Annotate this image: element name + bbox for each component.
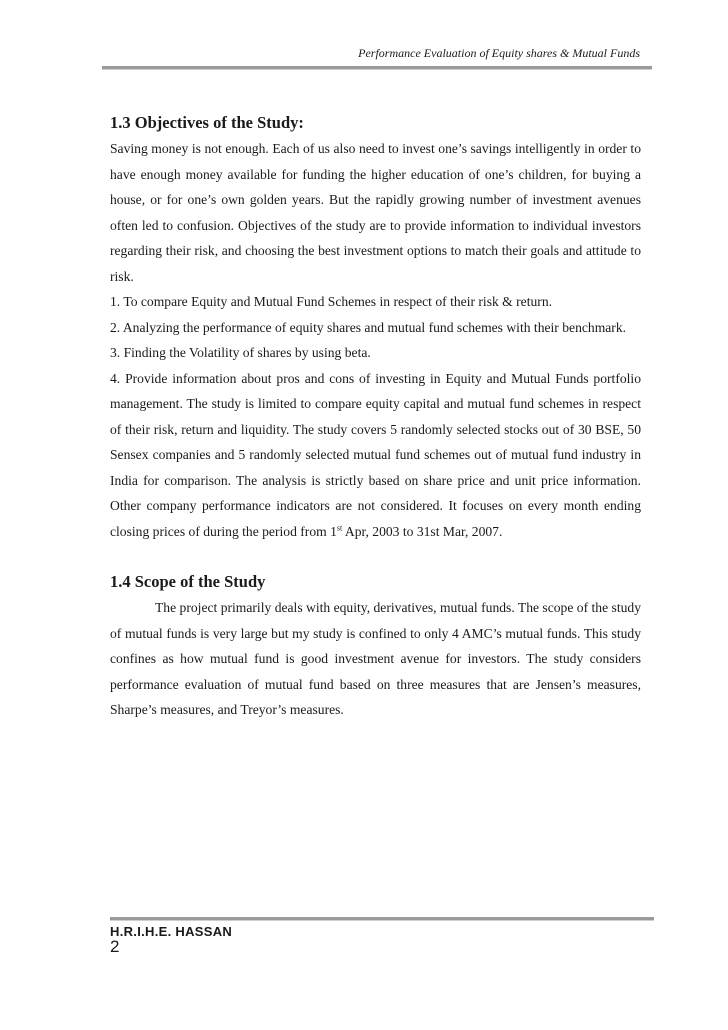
objective-item-text: 4. Provide information about pros and cons of investing in Equity and Mutual Funds portfolio management. The study is limited to compare equity capital and mutual fund schemes in respect of their risk, return and liquidity. The study covers 5 randomly selected stocks out of 30 BSE, 50 Sensex companies and 5 randomly selected mutual fund schemes out of mutual fund industry in India for comparison. The analysis is strictly based on share price and unit price information. Other company performance indicators are not considered. It focuses on every month ending closing prices of during the period from 1 — [110, 370, 641, 539]
objective-item — [110, 366, 641, 545]
section-heading-objectives: 1.3 Objectives of the Study: — [110, 113, 304, 132]
page-body — [110, 110, 641, 723]
ordinal-superscript: st — [336, 522, 343, 532]
objective-item: 3. Finding the Volatility of shares by using beta. — [110, 345, 371, 360]
section-heading-scope: 1.4 Scope of the Study — [110, 572, 266, 591]
scope-paragraph: The project primarily deals with equity, derivatives, mutual funds. The scope of the study of mutual funds is very large but my study is confined to only 4 AMC’s mutual funds. This study confines as how mutual fund is good investment avenue for investors. The study considers performance evaluation of mutual fund based on three measures that are Jensen’s measures, Sharpe’s measures, and Treyor’s measures. — [110, 600, 641, 717]
objective-item: 1. To compare Equity and Mutual Fund Schemes in respect of their risk & return. — [110, 294, 553, 309]
footer-institution: H.R.I.H.E. HASSAN — [110, 924, 233, 939]
running-header: Performance Evaluation of Equity shares & Mutual Funds — [358, 46, 640, 60]
page-number: 2 — [110, 937, 120, 956]
objective-item: 2. Analyzing the performance of equity shares and mutual fund schemes with their benchmark. — [110, 319, 627, 335]
footer-rule — [110, 917, 654, 921]
header-rule — [102, 66, 652, 70]
objective-item-date: Apr, 2003 to 31st Mar, 2007. — [342, 523, 503, 539]
objectives-intro: Saving money is not enough. Each of us also need to invest one’s savings intelligently in order to have enough money available for funding the higher education of one’s children, for buying a house, or for one’s own golden years. But the rapidly growing number of investment avenues often led to confusion. Objectives of the study are to provide information to individual investors regarding their risk, and choosing the best investment options to match their goals and attitude to risk. — [110, 141, 641, 284]
